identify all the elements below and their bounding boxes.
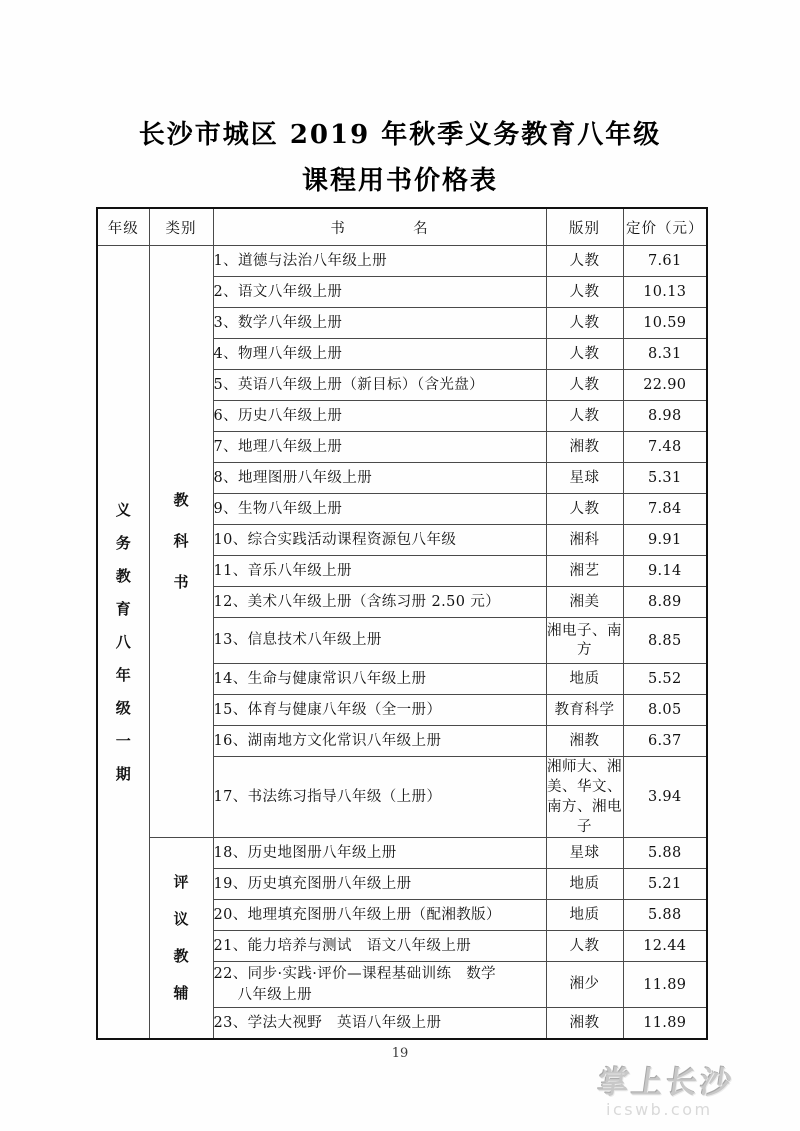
- book-name: 15、体育与健康八年级（全一册）: [213, 695, 546, 726]
- book-publisher: 湘师大、湘美、华文、南方、湘电子: [546, 757, 623, 838]
- book-price: 5.88: [623, 838, 707, 869]
- book-publisher: 湘电子、南方: [546, 618, 623, 664]
- book-publisher: 人教: [546, 494, 623, 525]
- book-name: 14、生命与健康常识八年级上册: [213, 664, 546, 695]
- table-row: [97, 246, 707, 277]
- book-name: 13、信息技术八年级上册: [213, 618, 546, 664]
- book-price: 8.31: [623, 339, 707, 370]
- book-name: 17、书法练习指导八年级（上册）: [213, 757, 546, 838]
- page-number: 19: [391, 1046, 409, 1061]
- book-publisher: 人教: [546, 246, 623, 277]
- table-row: [97, 838, 707, 869]
- book-publisher: 湘科: [546, 525, 623, 556]
- book-publisher: 人教: [546, 370, 623, 401]
- table-body: [97, 246, 707, 1040]
- book-name: 19、历史填充图册八年级上册: [213, 869, 546, 900]
- book-name: 7、地理八年级上册: [213, 432, 546, 463]
- book-price: 3.94: [623, 757, 707, 838]
- book-publisher: 地质: [546, 869, 623, 900]
- grade-cell: [97, 246, 149, 1040]
- watermark-brand: 掌上长沙: [595, 1065, 737, 1101]
- price-table-container: [96, 207, 706, 1040]
- book-price: 9.91: [623, 525, 707, 556]
- title-line-1: 长沙市城区 2019 年秋季义务教育八年级: [138, 120, 662, 150]
- book-publisher: 人教: [546, 308, 623, 339]
- table-header-row: [97, 208, 707, 246]
- book-publisher: 人教: [546, 339, 623, 370]
- book-name: 21、能力培养与测试 语文八年级上册: [213, 931, 546, 962]
- book-publisher: 湘教: [546, 1008, 623, 1040]
- book-name: 8、地理图册八年级上册: [213, 463, 546, 494]
- book-name: 23、学法大视野 英语八年级上册: [213, 1008, 546, 1040]
- book-price: 8.05: [623, 695, 707, 726]
- watermark-url: icswb.com: [606, 1100, 713, 1119]
- category-textbook-vertical-label: 教 科 书: [173, 491, 189, 591]
- book-price: 22.90: [623, 370, 707, 401]
- book-publisher: 星球: [546, 838, 623, 869]
- book-price: 10.59: [623, 308, 707, 339]
- book-price: 12.44: [623, 931, 707, 962]
- book-name: 5、英语八年级上册（新目标）（含光盘）: [213, 370, 546, 401]
- book-name: 2、语文八年级上册: [213, 277, 546, 308]
- book-publisher: 湘少: [546, 962, 623, 1008]
- book-price: 6.37: [623, 726, 707, 757]
- book-price: 10.13: [623, 277, 707, 308]
- book-price: 8.85: [623, 618, 707, 664]
- book-name: 4、物理八年级上册: [213, 339, 546, 370]
- book-publisher: 湘教: [546, 432, 623, 463]
- column-header-book-name: 书 名: [213, 208, 546, 246]
- watermark: [595, 1065, 788, 1126]
- book-price: 9.14: [623, 556, 707, 587]
- column-header-price: 定价（元）: [623, 208, 707, 246]
- book-publisher: 地质: [546, 900, 623, 931]
- book-price: 11.89: [623, 1008, 707, 1040]
- book-name: 9、生物八年级上册: [213, 494, 546, 525]
- book-price: 5.88: [623, 900, 707, 931]
- book-name: 20、地理填充图册八年级上册（配湘教版）: [213, 900, 546, 931]
- column-header-grade: 年级: [97, 208, 149, 246]
- book-price: 8.98: [623, 401, 707, 432]
- book-publisher: 星球: [546, 463, 623, 494]
- book-publisher: 湘美: [546, 587, 623, 618]
- book-price: 7.61: [623, 246, 707, 277]
- book-publisher: 地质: [546, 664, 623, 695]
- book-name: 12、美术八年级上册（含练习册 2.50 元）: [213, 587, 546, 618]
- title-line-2: 课程用书价格表: [301, 166, 498, 196]
- book-name: [213, 962, 546, 1008]
- book-name: 11、音乐八年级上册: [213, 556, 546, 587]
- book-price: 5.31: [623, 463, 707, 494]
- category-cell-textbook: [149, 246, 213, 838]
- page-title: [0, 112, 800, 204]
- book-price: 5.52: [623, 664, 707, 695]
- book-name: 18、历史地图册八年级上册: [213, 838, 546, 869]
- book-publisher: 人教: [546, 931, 623, 962]
- book-name-line-1: 22、同步·实践·评价—课程基础训练 数学: [213, 965, 497, 982]
- book-price: 11.89: [623, 962, 707, 1008]
- column-header-publisher: 版别: [546, 208, 623, 246]
- grade-vertical-label: 义 务 教 育 八 年 级 一 期: [115, 500, 131, 783]
- book-publisher: 湘教: [546, 726, 623, 757]
- book-publisher: 教育科学: [546, 695, 623, 726]
- book-price: 8.89: [623, 587, 707, 618]
- category-supplement-vertical-label: 评 议 教 辅: [173, 873, 189, 1002]
- book-name: 1、道德与法治八年级上册: [213, 246, 546, 277]
- book-publisher: 人教: [546, 401, 623, 432]
- book-publisher: 湘艺: [546, 556, 623, 587]
- book-price: 7.84: [623, 494, 707, 525]
- book-publisher: 人教: [546, 277, 623, 308]
- category-cell-supplement: [149, 838, 213, 1040]
- price-table: [96, 207, 708, 1040]
- book-price: 5.21: [623, 869, 707, 900]
- book-price: 7.48: [623, 432, 707, 463]
- book-name: 16、湖南地方文化常识八年级上册: [213, 726, 546, 757]
- column-header-category: 类别: [149, 208, 213, 246]
- book-name: 3、数学八年级上册: [213, 308, 546, 339]
- book-name: 10、综合实践活动课程资源包八年级: [213, 525, 546, 556]
- book-name-line-2: 八年级上册: [237, 986, 312, 1003]
- book-name: 6、历史八年级上册: [213, 401, 546, 432]
